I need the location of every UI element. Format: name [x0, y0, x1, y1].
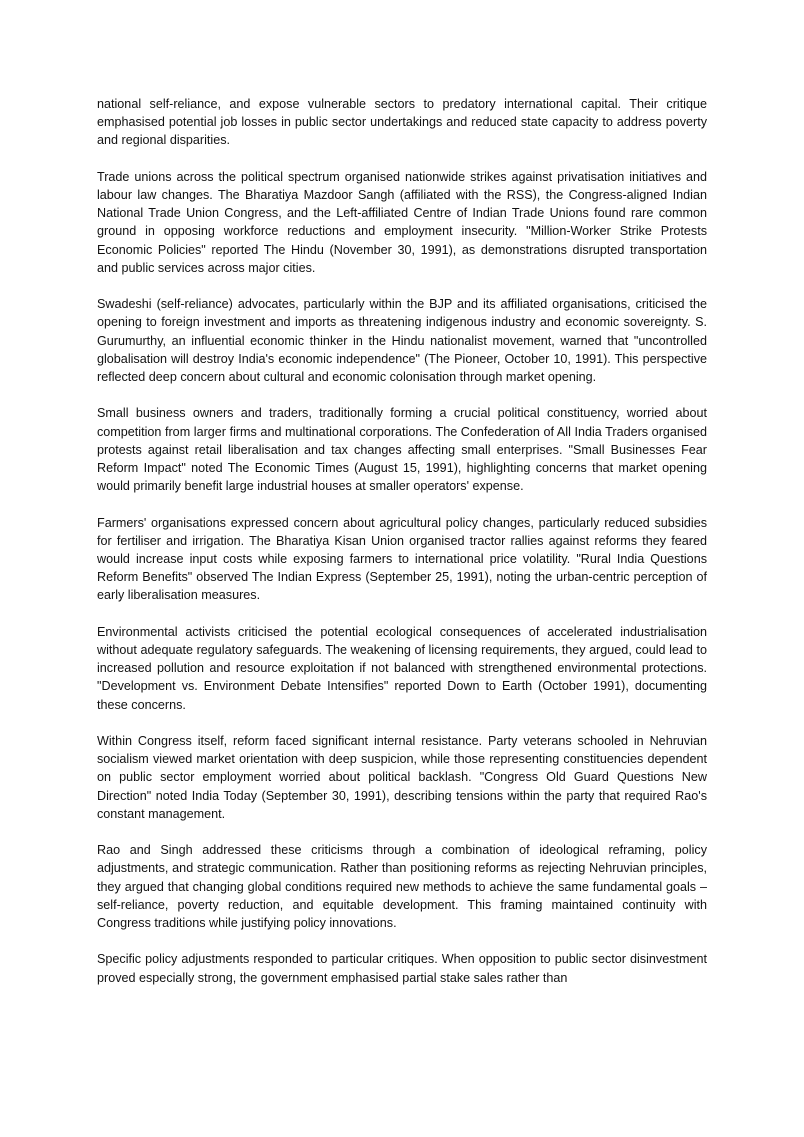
paragraph-7: Within Congress itself, reform faced significant internal resistance. Party veterans schooled in Nehruvian socialism viewed market orientation with deep suspicion, while those representing constituencies dependent on public sector employment worried about political backlash. "Congress Old Guard Questions New Direction" noted India Today (September 30, 1991), describing tensions within the party that required Rao's constant management. [97, 734, 707, 821]
paragraph-2: Trade unions across the political spectrum organised nationwide strikes against privatisation initiatives and labour law changes. The Bharatiya Mazdoor Sangh (affiliated with the RSS), the Congress-aligned Indian National Trade Union Congress, and the Left-affiliated Centre of Indian Trade Unions found rare common ground in opposing workforce reductions and employment insecurity. "Million-Worker Strike Protests Economic Policies" reported The Hindu (November 30, 1991), as demonstrations disrupted transportation and public services across major cities. [97, 169, 707, 275]
document-page [97, 95, 707, 1005]
paragraph-1: national self-reliance, and expose vulnerable sectors to predatory international capital. Their critique emphasised potential job losses in public sector undertakings and reduced state capacity to address poverty and regional disparities. [97, 97, 707, 148]
paragraph-5: Farmers' organisations expressed concern about agricultural policy changes, particularly reduced subsidies for fertiliser and irrigation. The Bharatiya Kisan Union organised tractor rallies against reforms they feared would increase input costs while exposing farmers to international price volatility. "Rural India Questions Reform Benefits" observed The Indian Express (September 25, 1991), noting the urban-centric perception of early liberalisation measures. [97, 515, 707, 603]
paragraph-6: Environmental activists criticised the potential ecological consequences of accelerated industrialisation without adequate regulatory safeguards. The weakening of licensing requirements, they argued, could lead to increased pollution and resource exploitation if not balanced with strengthened environmental protections. "Development vs. Environment Debate Intensifies" reported Down to Earth (October 1991), documenting these concerns. [97, 624, 707, 712]
paragraph-8: Rao and Singh addressed these criticisms through a combination of ideological reframing, policy adjustments, and strategic communication. Rather than positioning reforms as rejecting Nehruvian principles, they argued that changing global conditions required new methods to achieve the same fundamental goals – self-reliance, poverty reduction, and equitable development. This framing maintained continuity with Congress traditions while justifying policy innovations. [97, 843, 707, 931]
paragraph-3: Swadeshi (self-reliance) advocates, particularly within the BJP and its affiliated organisations, criticised the opening to foreign investment and imports as threatening indigenous industry and economic sovereignty. S. Gurumurthy, an influential economic thinker in the Hindu nationalist movement, warned that "uncontrolled globalisation will destroy India's economic independence" (The Pioneer, October 10, 1991). This perspective reflected deep concern about cultural and economic colonisation through market opening. [97, 297, 707, 385]
paragraph-9: Specific policy adjustments responded to particular critiques. When opposition to public sector disinvestment proved especially strong, the government emphasised partial stake sales rather than [97, 952, 707, 985]
paragraph-4: Small business owners and traders, traditionally forming a crucial political constituency, worried about competition from larger firms and multinational corporations. The Confederation of All India Traders organised protests against retail liberalisation and tax changes affecting small enterprises. "Small Businesses Fear Reform Impact" noted The Economic Times (August 15, 1991), highlighting concerns that market opening would primarily benefit large industrial houses at smaller operators' expense. [97, 406, 707, 494]
